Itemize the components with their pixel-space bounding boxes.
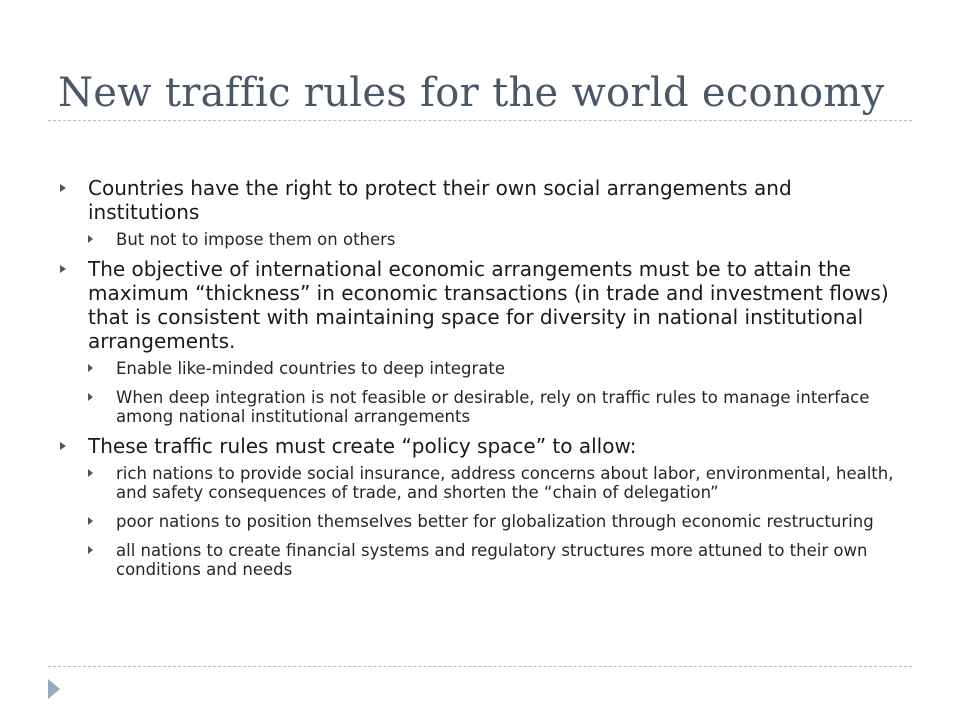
sub-bullet-triangle-icon (88, 364, 93, 372)
sub-bullet (86, 230, 908, 249)
sub-bullet-text: rich nations to provide social insurance, address concerns about labor, environmental, health, and safety consequences of trade, and shorten the “chain of delegation” (116, 464, 894, 502)
sub-bullet-text: poor nations to position themselves better for globalization through economic restructuring (116, 512, 874, 531)
bullet (58, 434, 908, 458)
sub-bullet-text: Enable like-minded countries to deep integrate (116, 359, 506, 378)
bullet-triangle-icon (60, 184, 66, 192)
bullet-triangle-icon (60, 265, 66, 273)
sub-bullet (86, 464, 908, 502)
bullet-text: These traffic rules must create “policy space” to allow: (88, 434, 637, 458)
sub-bullet-text: all nations to create financial systems and regulatory structures more attuned to their own conditions and needs (116, 541, 868, 579)
sub-bullet-triangle-icon (88, 469, 93, 477)
sub-bullet (86, 359, 908, 378)
sub-bullet (86, 388, 908, 426)
sub-bullet-triangle-icon (88, 393, 93, 401)
footer-divider (48, 666, 912, 667)
sub-bullet-text: When deep integration is not feasible or desirable, rely on traffic rules to manage interface among national institutional arrangements (116, 388, 870, 426)
sub-bullet (86, 512, 908, 531)
bullet-text: The objective of international economic arrangements must be to attain the maximum “thickness” in economic transactions (in trade and investment flows) that is consistent with maintaining space for diversity in national institutional arrangements. (88, 257, 889, 353)
bullet (58, 176, 908, 224)
sub-bullet-text: But not to impose them on others (116, 230, 396, 249)
title-divider (48, 120, 912, 121)
slide-body (58, 176, 908, 587)
bullet (58, 257, 908, 353)
sub-bullet-triangle-icon (88, 517, 93, 525)
bullet-text: Countries have the right to protect their own social arrangements and institutions (88, 176, 792, 224)
sub-bullet (86, 541, 908, 579)
slide-title: New traffic rules for the world economy (58, 70, 885, 116)
bullet-triangle-icon (60, 442, 66, 450)
sub-bullet-triangle-icon (88, 546, 93, 554)
footer-triangle-icon (48, 679, 60, 699)
sub-bullet-triangle-icon (88, 235, 93, 243)
